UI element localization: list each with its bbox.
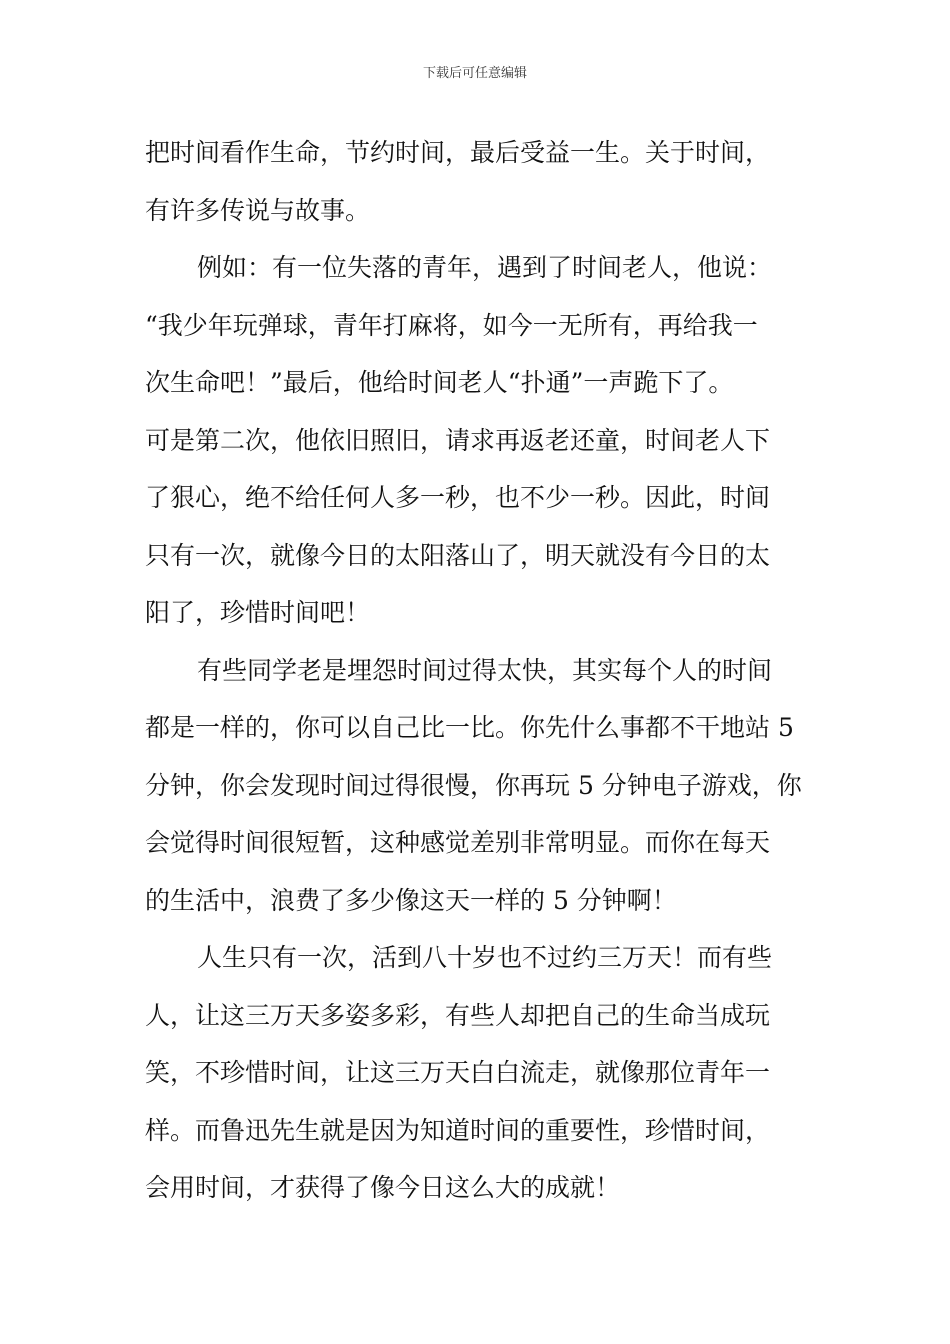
text-line: 都是一样的，你可以自己比一比。你先什么事都不干地站 5 — [145, 713, 794, 742]
paragraph — [145, 642, 809, 930]
text-line: 了狠心，绝不给任何人多一秒，也不少一秒。因此，时间 — [145, 483, 771, 512]
text-line: 只有一次，就像今日的太阳落山了，明天就没有今日的太 — [145, 540, 771, 570]
text-line: 阳了，珍惜时间吧！ — [145, 598, 371, 627]
text-line: 笑，不珍惜时间，让这三万天白白流走，就像那位青年一 — [145, 1058, 771, 1087]
text-line: 次生命吧！”最后，他给时间老人“扑通”一声跪下了。 — [145, 368, 734, 397]
text-line: 样。而鲁迅先生就是因为知道时间的重要性，珍惜时间， — [145, 1115, 771, 1145]
text-line: 可是第二次，他依旧照旧，请求再返老还童，时间老人下 — [145, 425, 771, 455]
document-body — [145, 124, 809, 1217]
text-line: 例如：有一位失落的青年，遇到了时间老人，他说： — [197, 253, 773, 282]
text-line: 有许多传说与故事。 — [145, 195, 371, 225]
text-line: 人，让这三万天多姿多彩，有些人却把自己的生命当成玩 — [145, 1000, 771, 1030]
text-line: 会用时间，才获得了像今日这么大的成就！ — [145, 1173, 621, 1202]
text-line: 有些同学老是埋怨时间过得太快，其实每个人的时间 — [197, 655, 773, 685]
page-header: 下载后可任意编辑 — [422, 66, 527, 81]
paragraph — [145, 239, 809, 642]
text-line: 人生只有一次，活到八十岁也不过约三万天！而有些 — [197, 943, 773, 972]
text-line: 会觉得时间很短暂，这种感觉差别非常明显。而你在每天 — [145, 828, 771, 857]
paragraph — [145, 124, 809, 239]
text-line: 分钟，你会发现时间过得很慢，你再玩 5 分钟电子游戏，你 — [145, 770, 802, 800]
paragraph — [145, 929, 809, 1217]
text-line: 的生活中，浪费了多少像这天一样的 5 分钟啊！ — [145, 885, 677, 915]
text-line: “我少年玩弹球，青年打麻将，如今一无所有，再给我一 — [145, 310, 758, 340]
text-line: 把时间看作生命，节约时间，最后受益一生。关于时间， — [145, 138, 771, 167]
